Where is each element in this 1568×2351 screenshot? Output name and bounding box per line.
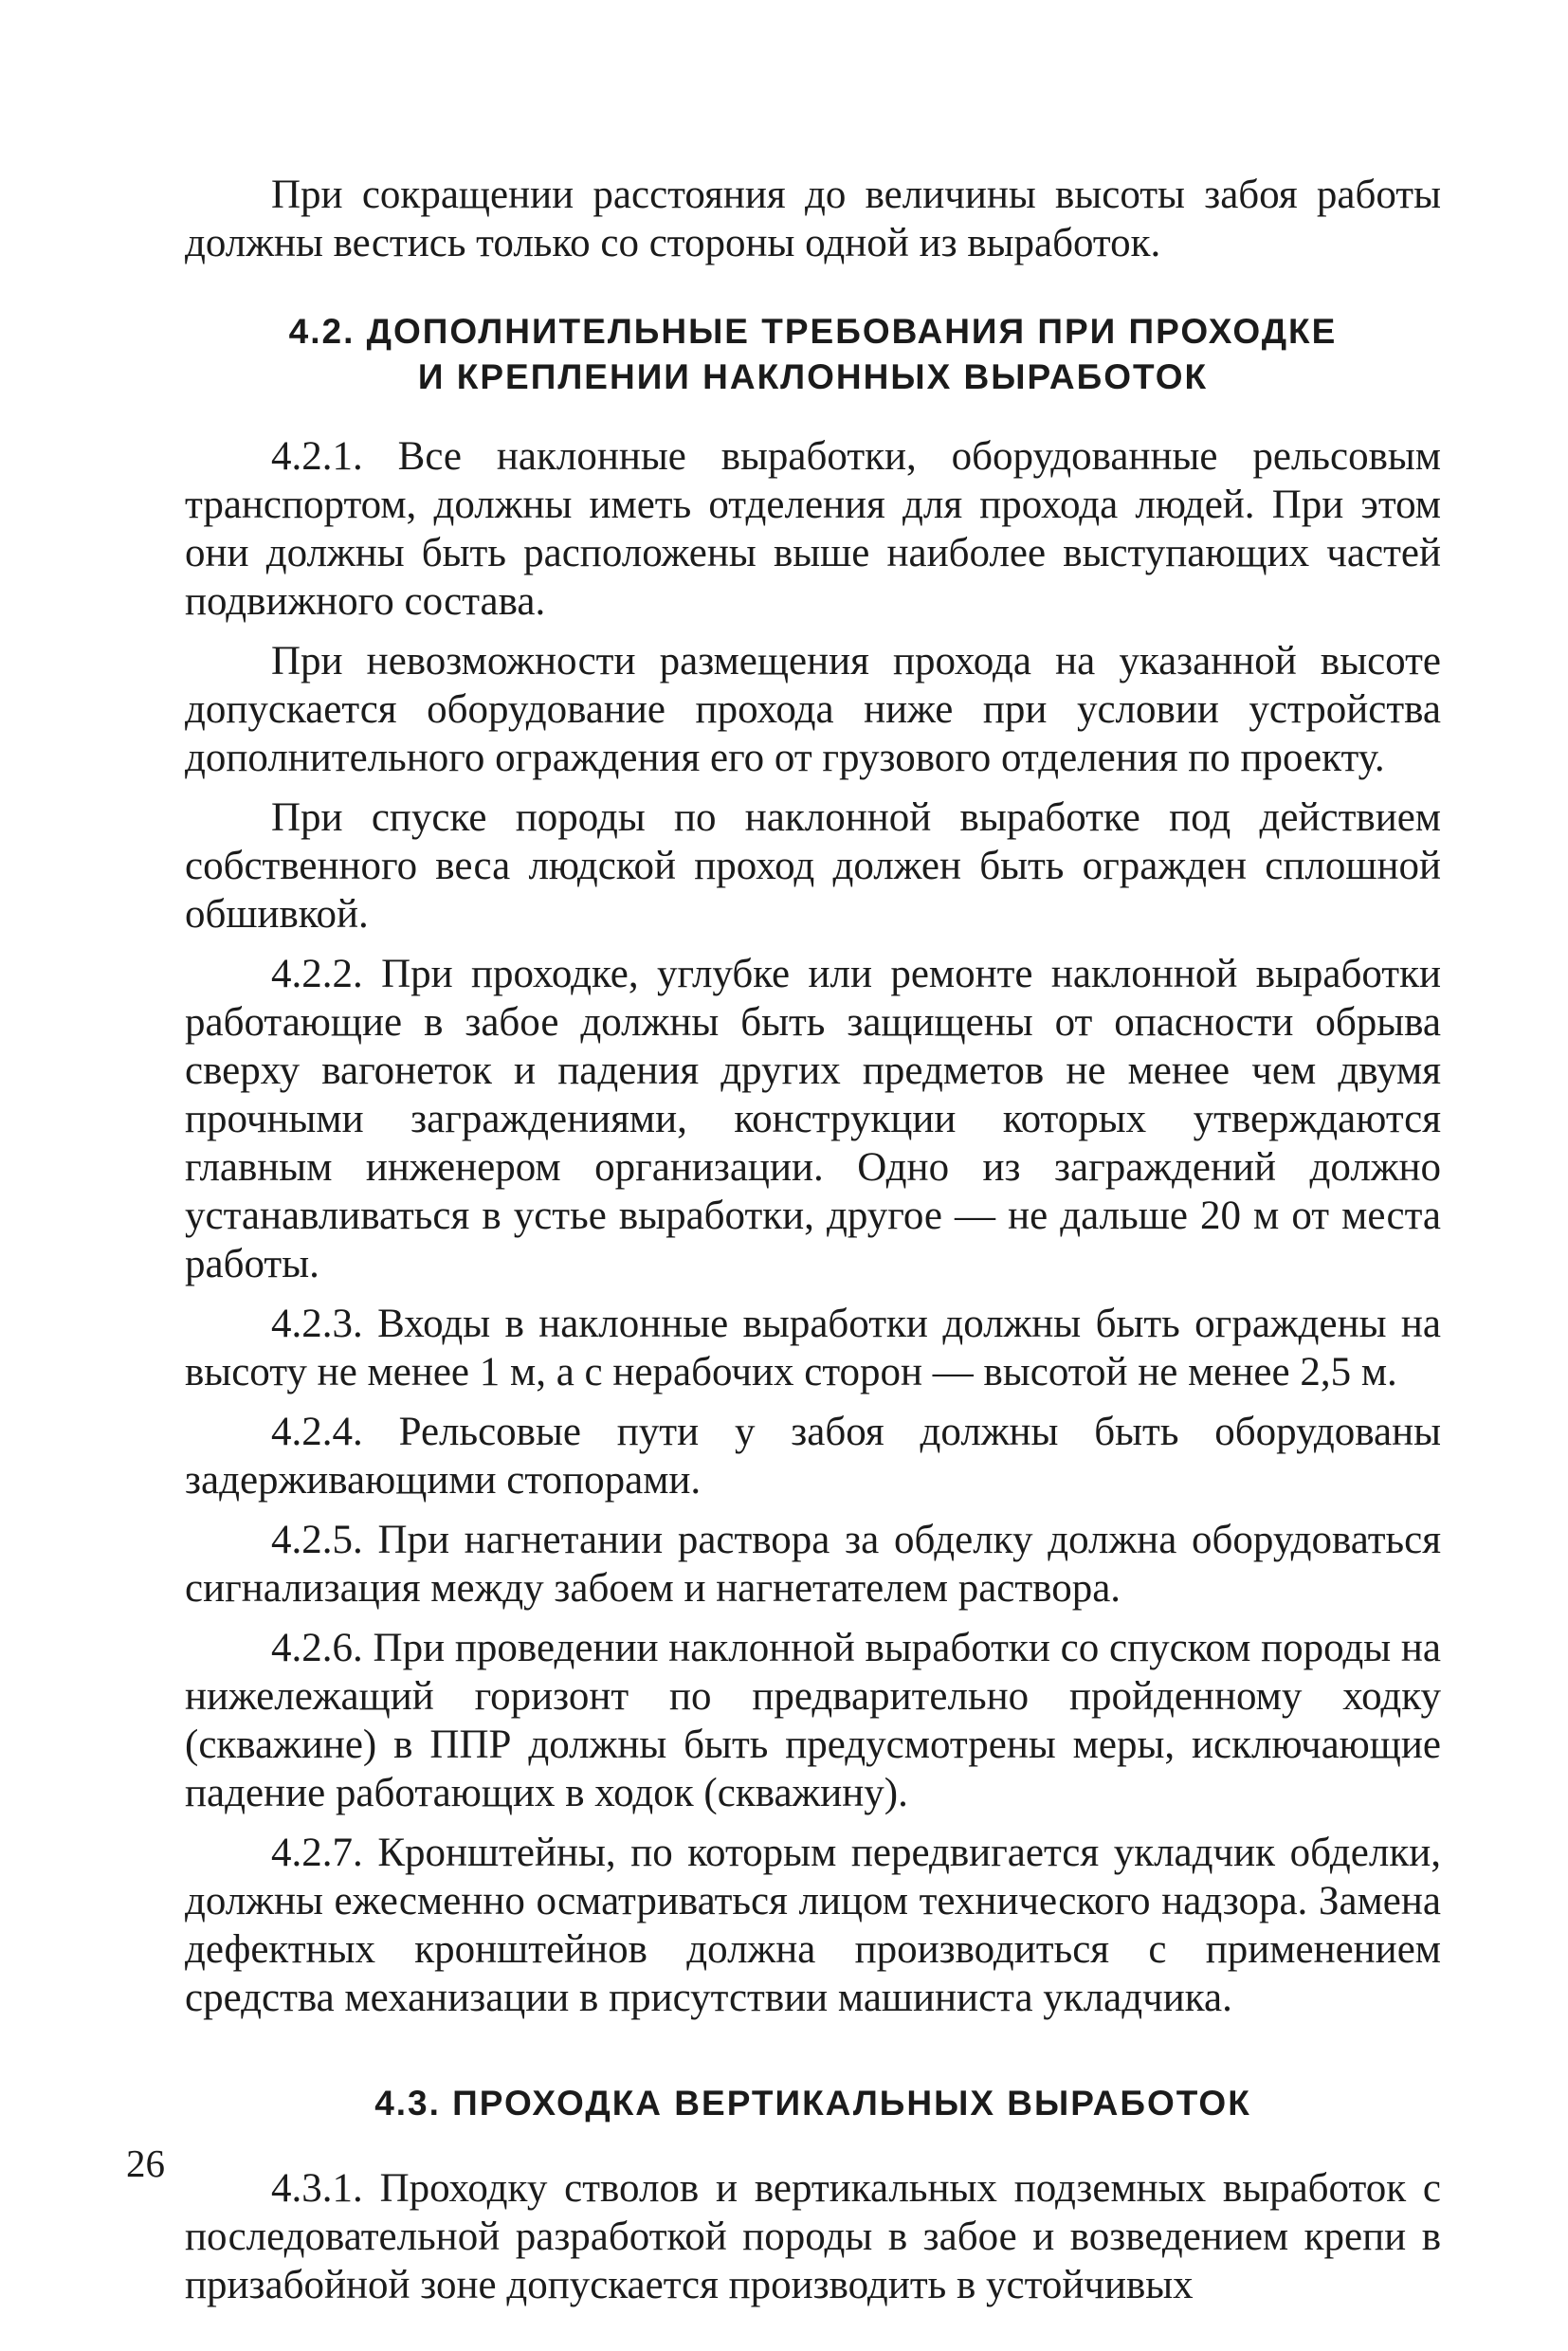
paragraph-4-2-4: 4.2.4. Рельсовые пути у забоя должны быть оборудованы задерживающими стопорами. — [185, 1410, 1441, 1503]
paragraph-4-2-3: 4.2.3. Входы в наклонные выработки должны быть ограждены на высоту не менее 1 м, а с нерабочих сторон — высотой не менее 2,5 м. — [185, 1302, 1441, 1394]
paragraph-4-3-1: 4.3.1. Проходку стволов и вертикальных подземных выработок с последовательной разработкой породы в забое и возведением крепи в призабойной зоне допускается производить в устойчивых — [185, 2166, 1441, 2307]
paragraph-4-2-5: 4.2.5. При нагнетании раствора за обделку должна оборудоваться сигнализация между забоем и нагнетателем раствора. — [185, 1518, 1441, 1611]
section-heading-4-2-line1: 4.2. ДОПОЛНИТЕЛЬНЫЕ ТРЕБОВАНИЯ ПРИ ПРОХОДКЕ — [288, 312, 1338, 351]
section-heading-4-2-line2: И КРЕПЛЕНИИ НАКЛОННЫХ ВЫРАБОТОК — [417, 357, 1209, 396]
section-heading-4-3: 4.3. ПРОХОДКА ВЕРТИКАЛЬНЫХ ВЫРАБОТОК — [374, 2084, 1251, 2123]
paragraph-4-2-1-c: При спуске породы по наклонной выработке под действием собственного веса людской проход должен быть огражден сплошной обшивкой. — [185, 795, 1441, 937]
section-heading-4-2 — [185, 309, 1441, 400]
page-number: 26 — [126, 2141, 165, 2185]
paragraph-intro: При сокращении расстояния до величины высоты забоя работы должны вестись только со стороны одной из выработок. — [185, 173, 1441, 265]
paragraph-4-2-7: 4.2.7. Кронштейны, по которым передвигается укладчик обделки, должны ежесменно осматриваться лицом технического надзора. Замена дефектных кронштейнов должна производиться с применением средства механизации в присутствии машиниста укладчика. — [185, 1831, 1441, 2020]
document-page — [185, 171, 1441, 2321]
paragraph-4-2-1-b: При невозможности размещения прохода на указанной высоте допускается оборудование прохода ниже при условии устройства дополнительного ограждения его от грузового отделения по проекту. — [185, 639, 1441, 780]
paragraph-4-2-6: 4.2.6. При проведении наклонной выработки со спуском породы на нижележащий горизонт по предварительно пройденному ходку (скважине) в ППР должны быть предусмотрены меры, исключающие падение работающих в ходок (скважину). — [185, 1626, 1441, 1815]
paragraph-4-2-1: 4.2.1. Все наклонные выработки, оборудованные рельсовым транспортом, должны иметь отделения для прохода людей. При этом они должны быть расположены выше наиболее выступающих частей подвижного состава. — [185, 434, 1441, 624]
paragraph-4-2-2: 4.2.2. При проходке, углубке или ремонте наклонной выработки работающие в забое должны быть защищены от опасности обрыва сверху вагонеток и падения других предметов не менее чем двумя прочными заграждениями, конструкции которых утверждаются главным инженером организации. Одно из заграждений должно устанавливаться в устье выработки, другое — не дальше 20 м от места работы. — [185, 952, 1441, 1286]
